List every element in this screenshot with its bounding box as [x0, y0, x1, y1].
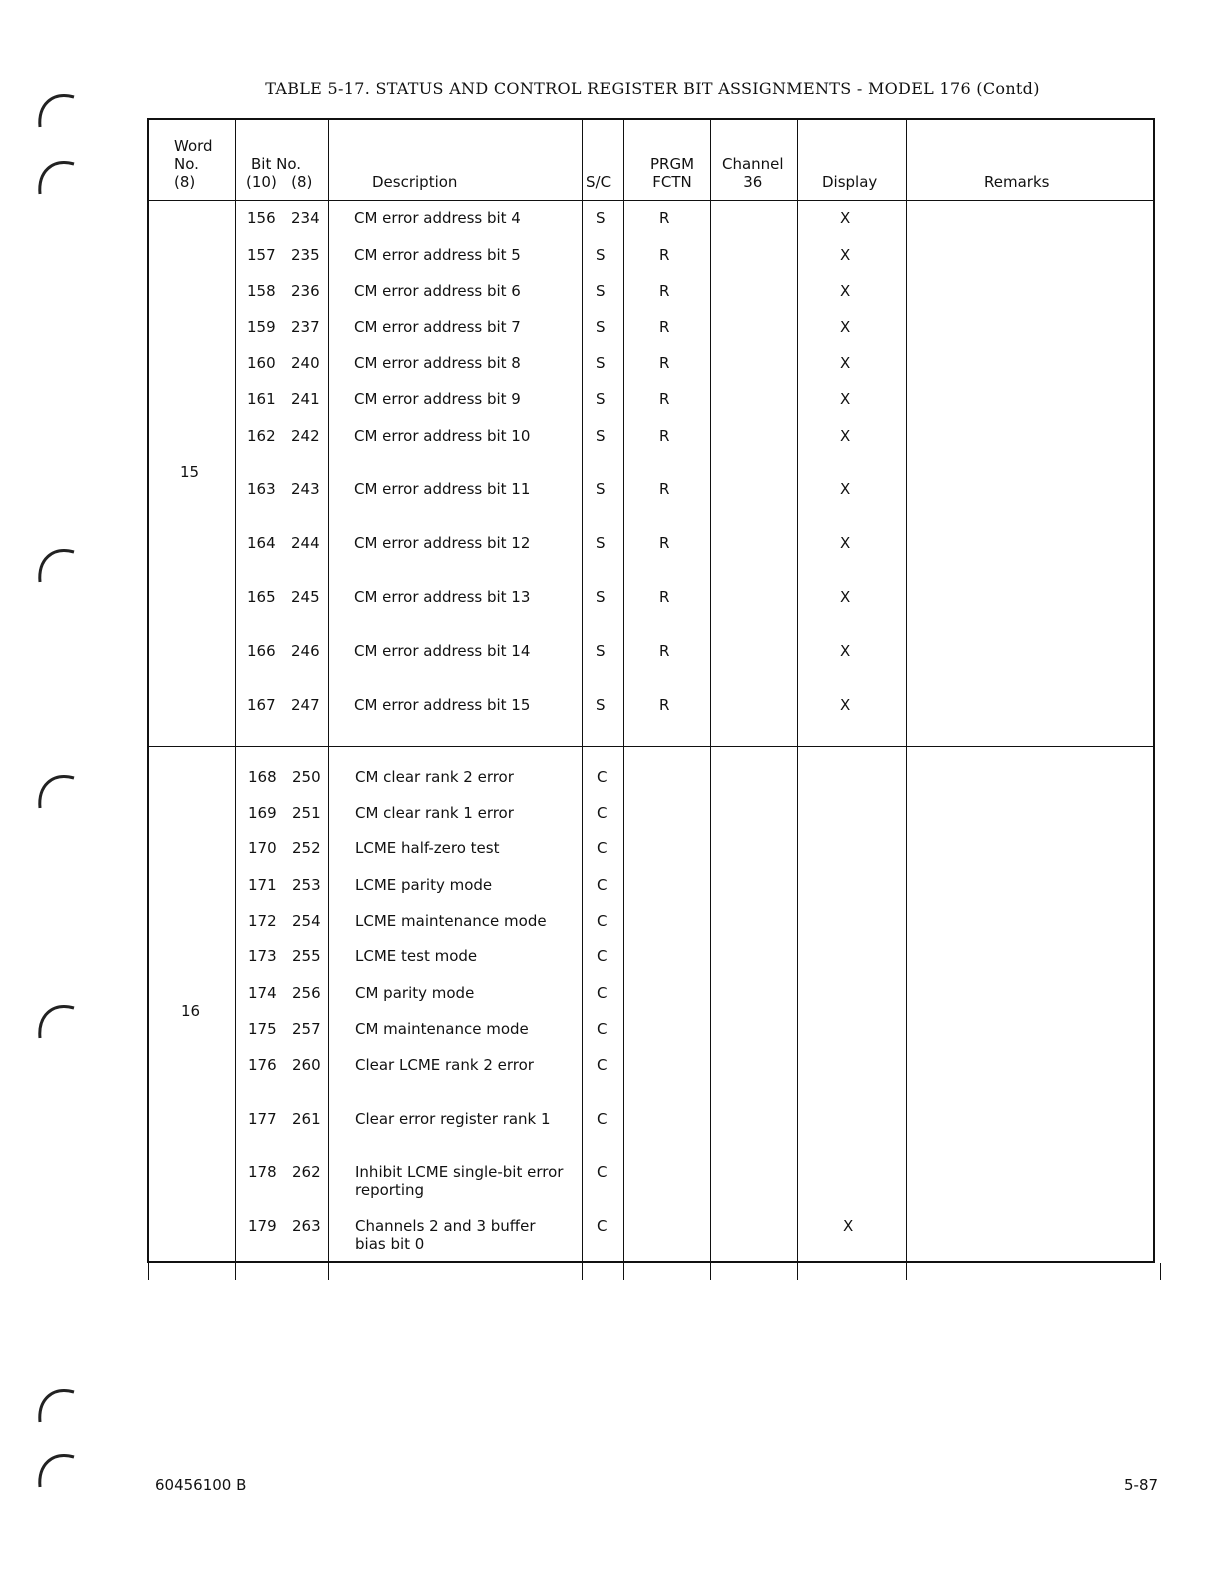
- bit-description: LCME maintenance mode: [355, 912, 547, 930]
- continuation-stub: [710, 1263, 711, 1280]
- status-control: C: [597, 768, 608, 786]
- status-control: C: [597, 1110, 608, 1128]
- bit-octal: 260: [292, 1056, 321, 1074]
- bit-octal: 234: [291, 209, 320, 227]
- display-flag: X: [840, 209, 851, 227]
- punch-hole-icon: [30, 766, 80, 816]
- status-control: S: [596, 427, 606, 445]
- bit-octal: 243: [291, 480, 320, 498]
- display-flag: X: [840, 318, 851, 336]
- bit-description: CM parity mode: [355, 984, 475, 1002]
- bit-octal: 254: [292, 912, 321, 930]
- bit-decimal: 169: [248, 804, 277, 822]
- bit-description: LCME half-zero test: [355, 839, 500, 857]
- display-flag: X: [840, 696, 851, 714]
- bit-octal: 255: [292, 947, 321, 965]
- bit-description: CM clear rank 1 error: [355, 804, 514, 822]
- header-word: Word No. (8): [174, 137, 213, 191]
- header-description: Description: [372, 173, 458, 191]
- status-control: C: [597, 876, 608, 894]
- bit-decimal: 159: [247, 318, 276, 336]
- bit-description: CM error address bit 6: [354, 282, 521, 300]
- column-divider: [582, 118, 583, 1263]
- bit-octal: 250: [292, 768, 321, 786]
- bit-octal: 240: [291, 354, 320, 372]
- display-flag: X: [840, 282, 851, 300]
- document-number: 60456100 B: [155, 1476, 247, 1494]
- bit-description: CM error address bit 14: [354, 642, 531, 660]
- bit-decimal: 156: [247, 209, 276, 227]
- bit-description: CM error address bit 12: [354, 534, 531, 552]
- header-display: Display: [822, 173, 878, 191]
- word-number: 16: [181, 1002, 201, 1020]
- punch-hole-icon: [30, 996, 80, 1046]
- header-prgm-fctn: PRGM FCTN: [650, 155, 695, 191]
- bit-octal: 247: [291, 696, 320, 714]
- bit-decimal: 172: [248, 912, 277, 930]
- display-flag: X: [840, 480, 851, 498]
- bit-decimal: 160: [247, 354, 276, 372]
- bit-decimal: 178: [248, 1163, 277, 1181]
- bit-octal: 236: [291, 282, 320, 300]
- bit-octal: 262: [292, 1163, 321, 1181]
- bit-decimal: 176: [248, 1056, 277, 1074]
- continuation-stub: [148, 1263, 149, 1280]
- bit-decimal: 163: [247, 480, 276, 498]
- column-divider: [797, 118, 798, 1263]
- program-function: R: [659, 318, 670, 336]
- bit-octal: 256: [292, 984, 321, 1002]
- program-function: R: [659, 588, 670, 606]
- continuation-stub: [623, 1263, 624, 1280]
- status-control: S: [596, 354, 606, 372]
- bit-octal: 263: [292, 1217, 321, 1235]
- header-remarks: Remarks: [984, 173, 1050, 191]
- column-divider: [710, 118, 711, 1263]
- bit-decimal: 171: [248, 876, 277, 894]
- status-control: S: [596, 480, 606, 498]
- program-function: R: [659, 282, 670, 300]
- bit-description: CM error address bit 13: [354, 588, 531, 606]
- bit-octal: 242: [291, 427, 320, 445]
- status-control: C: [597, 1056, 608, 1074]
- bit-description: CM error address bit 5: [354, 246, 521, 264]
- bit-octal: 252: [292, 839, 321, 857]
- group-divider: [147, 746, 1155, 747]
- bit-octal: 245: [291, 588, 320, 606]
- status-control: C: [597, 984, 608, 1002]
- status-control: S: [596, 318, 606, 336]
- bit-description: LCME test mode: [355, 947, 478, 965]
- header-divider: [147, 200, 1155, 201]
- bit-description: CM error address bit 8: [354, 354, 521, 372]
- continuation-stub: [797, 1263, 798, 1280]
- status-control: C: [597, 912, 608, 930]
- program-function: R: [659, 696, 670, 714]
- bit-decimal: 162: [247, 427, 276, 445]
- bit-description: CM error address bit 9: [354, 390, 521, 408]
- bit-decimal: 158: [247, 282, 276, 300]
- continuation-stub: [328, 1263, 329, 1280]
- bit-decimal: 166: [247, 642, 276, 660]
- bit-decimal: 164: [247, 534, 276, 552]
- display-flag: X: [840, 534, 851, 552]
- status-control: C: [597, 1163, 608, 1181]
- bit-decimal: 175: [248, 1020, 277, 1038]
- bit-decimal: 177: [248, 1110, 277, 1128]
- bit-description: CM maintenance mode: [355, 1020, 529, 1038]
- bit-description: Clear error register rank 1: [355, 1110, 551, 1128]
- bit-octal: 237: [291, 318, 320, 336]
- bit-octal: 253: [292, 876, 321, 894]
- bit-description: Clear LCME rank 2 error: [355, 1056, 534, 1074]
- bit-octal: 261: [292, 1110, 321, 1128]
- display-flag: X: [840, 642, 851, 660]
- status-control: S: [596, 209, 606, 227]
- bit-decimal: 179: [248, 1217, 277, 1235]
- bit-description: LCME parity mode: [355, 876, 493, 894]
- header-channel: Channel 36: [722, 155, 784, 191]
- bit-decimal: 165: [247, 588, 276, 606]
- program-function: R: [659, 642, 670, 660]
- program-function: R: [659, 246, 670, 264]
- bit-octal: 244: [291, 534, 320, 552]
- continuation-stub: [582, 1263, 583, 1280]
- status-control: S: [596, 246, 606, 264]
- bit-decimal: 167: [247, 696, 276, 714]
- bit-description: CM error address bit 7: [354, 318, 521, 336]
- program-function: R: [659, 480, 670, 498]
- bit-decimal: 168: [248, 768, 277, 786]
- punch-hole-icon: [30, 152, 80, 202]
- column-divider: [623, 118, 624, 1263]
- bit-description: Channels 2 and 3 buffer bias bit 0: [355, 1217, 536, 1253]
- display-flag: X: [840, 588, 851, 606]
- punch-hole-icon: [30, 540, 80, 590]
- status-control: C: [597, 1217, 608, 1235]
- bit-decimal: 161: [247, 390, 276, 408]
- bit-decimal: 173: [248, 947, 277, 965]
- display-flag: X: [840, 246, 851, 264]
- continuation-stub: [906, 1263, 907, 1280]
- status-control: S: [596, 534, 606, 552]
- bit-decimal: 157: [247, 246, 276, 264]
- display-flag: X: [843, 1217, 854, 1235]
- display-flag: X: [840, 427, 851, 445]
- display-flag: X: [840, 390, 851, 408]
- bit-description: CM error address bit 4: [354, 209, 521, 227]
- program-function: R: [659, 390, 670, 408]
- bit-description: CM error address bit 10: [354, 427, 531, 445]
- word-number: 15: [180, 463, 200, 481]
- status-control: C: [597, 1020, 608, 1038]
- page-number: 5-87: [1124, 1476, 1159, 1494]
- bit-octal: 246: [291, 642, 320, 660]
- bit-description: CM error address bit 11: [354, 480, 531, 498]
- bit-octal: 235: [291, 246, 320, 264]
- status-control: S: [596, 696, 606, 714]
- program-function: R: [659, 534, 670, 552]
- punch-hole-icon: [30, 85, 80, 135]
- bit-description: Inhibit LCME single-bit error reporting: [355, 1163, 564, 1199]
- continuation-stub: [235, 1263, 236, 1280]
- bit-description: CM clear rank 2 error: [355, 768, 514, 786]
- status-control: S: [596, 282, 606, 300]
- bit-description: CM error address bit 15: [354, 696, 531, 714]
- bit-octal: 241: [291, 390, 320, 408]
- status-control: S: [596, 390, 606, 408]
- bit-octal: 257: [292, 1020, 321, 1038]
- display-flag: X: [840, 354, 851, 372]
- continuation-stub: [1160, 1263, 1161, 1280]
- header-bit-no: Bit No. (10) (8): [246, 155, 313, 191]
- bit-decimal: 174: [248, 984, 277, 1002]
- status-control: S: [596, 588, 606, 606]
- table-title: TABLE 5-17. STATUS AND CONTROL REGISTER BIT ASSIGNMENTS - MODEL 176 (Contd): [265, 79, 1040, 98]
- program-function: R: [659, 354, 670, 372]
- status-control: C: [597, 839, 608, 857]
- program-function: R: [659, 427, 670, 445]
- punch-hole-icon: [30, 1380, 80, 1430]
- status-control: C: [597, 947, 608, 965]
- bit-octal: 251: [292, 804, 321, 822]
- status-control: S: [596, 642, 606, 660]
- bit-decimal: 170: [248, 839, 277, 857]
- punch-hole-icon: [30, 1445, 80, 1495]
- program-function: R: [659, 209, 670, 227]
- column-divider: [906, 118, 907, 1263]
- column-divider: [328, 118, 329, 1263]
- status-control: C: [597, 804, 608, 822]
- column-divider: [235, 118, 236, 1263]
- header-sc: S/C: [586, 173, 612, 191]
